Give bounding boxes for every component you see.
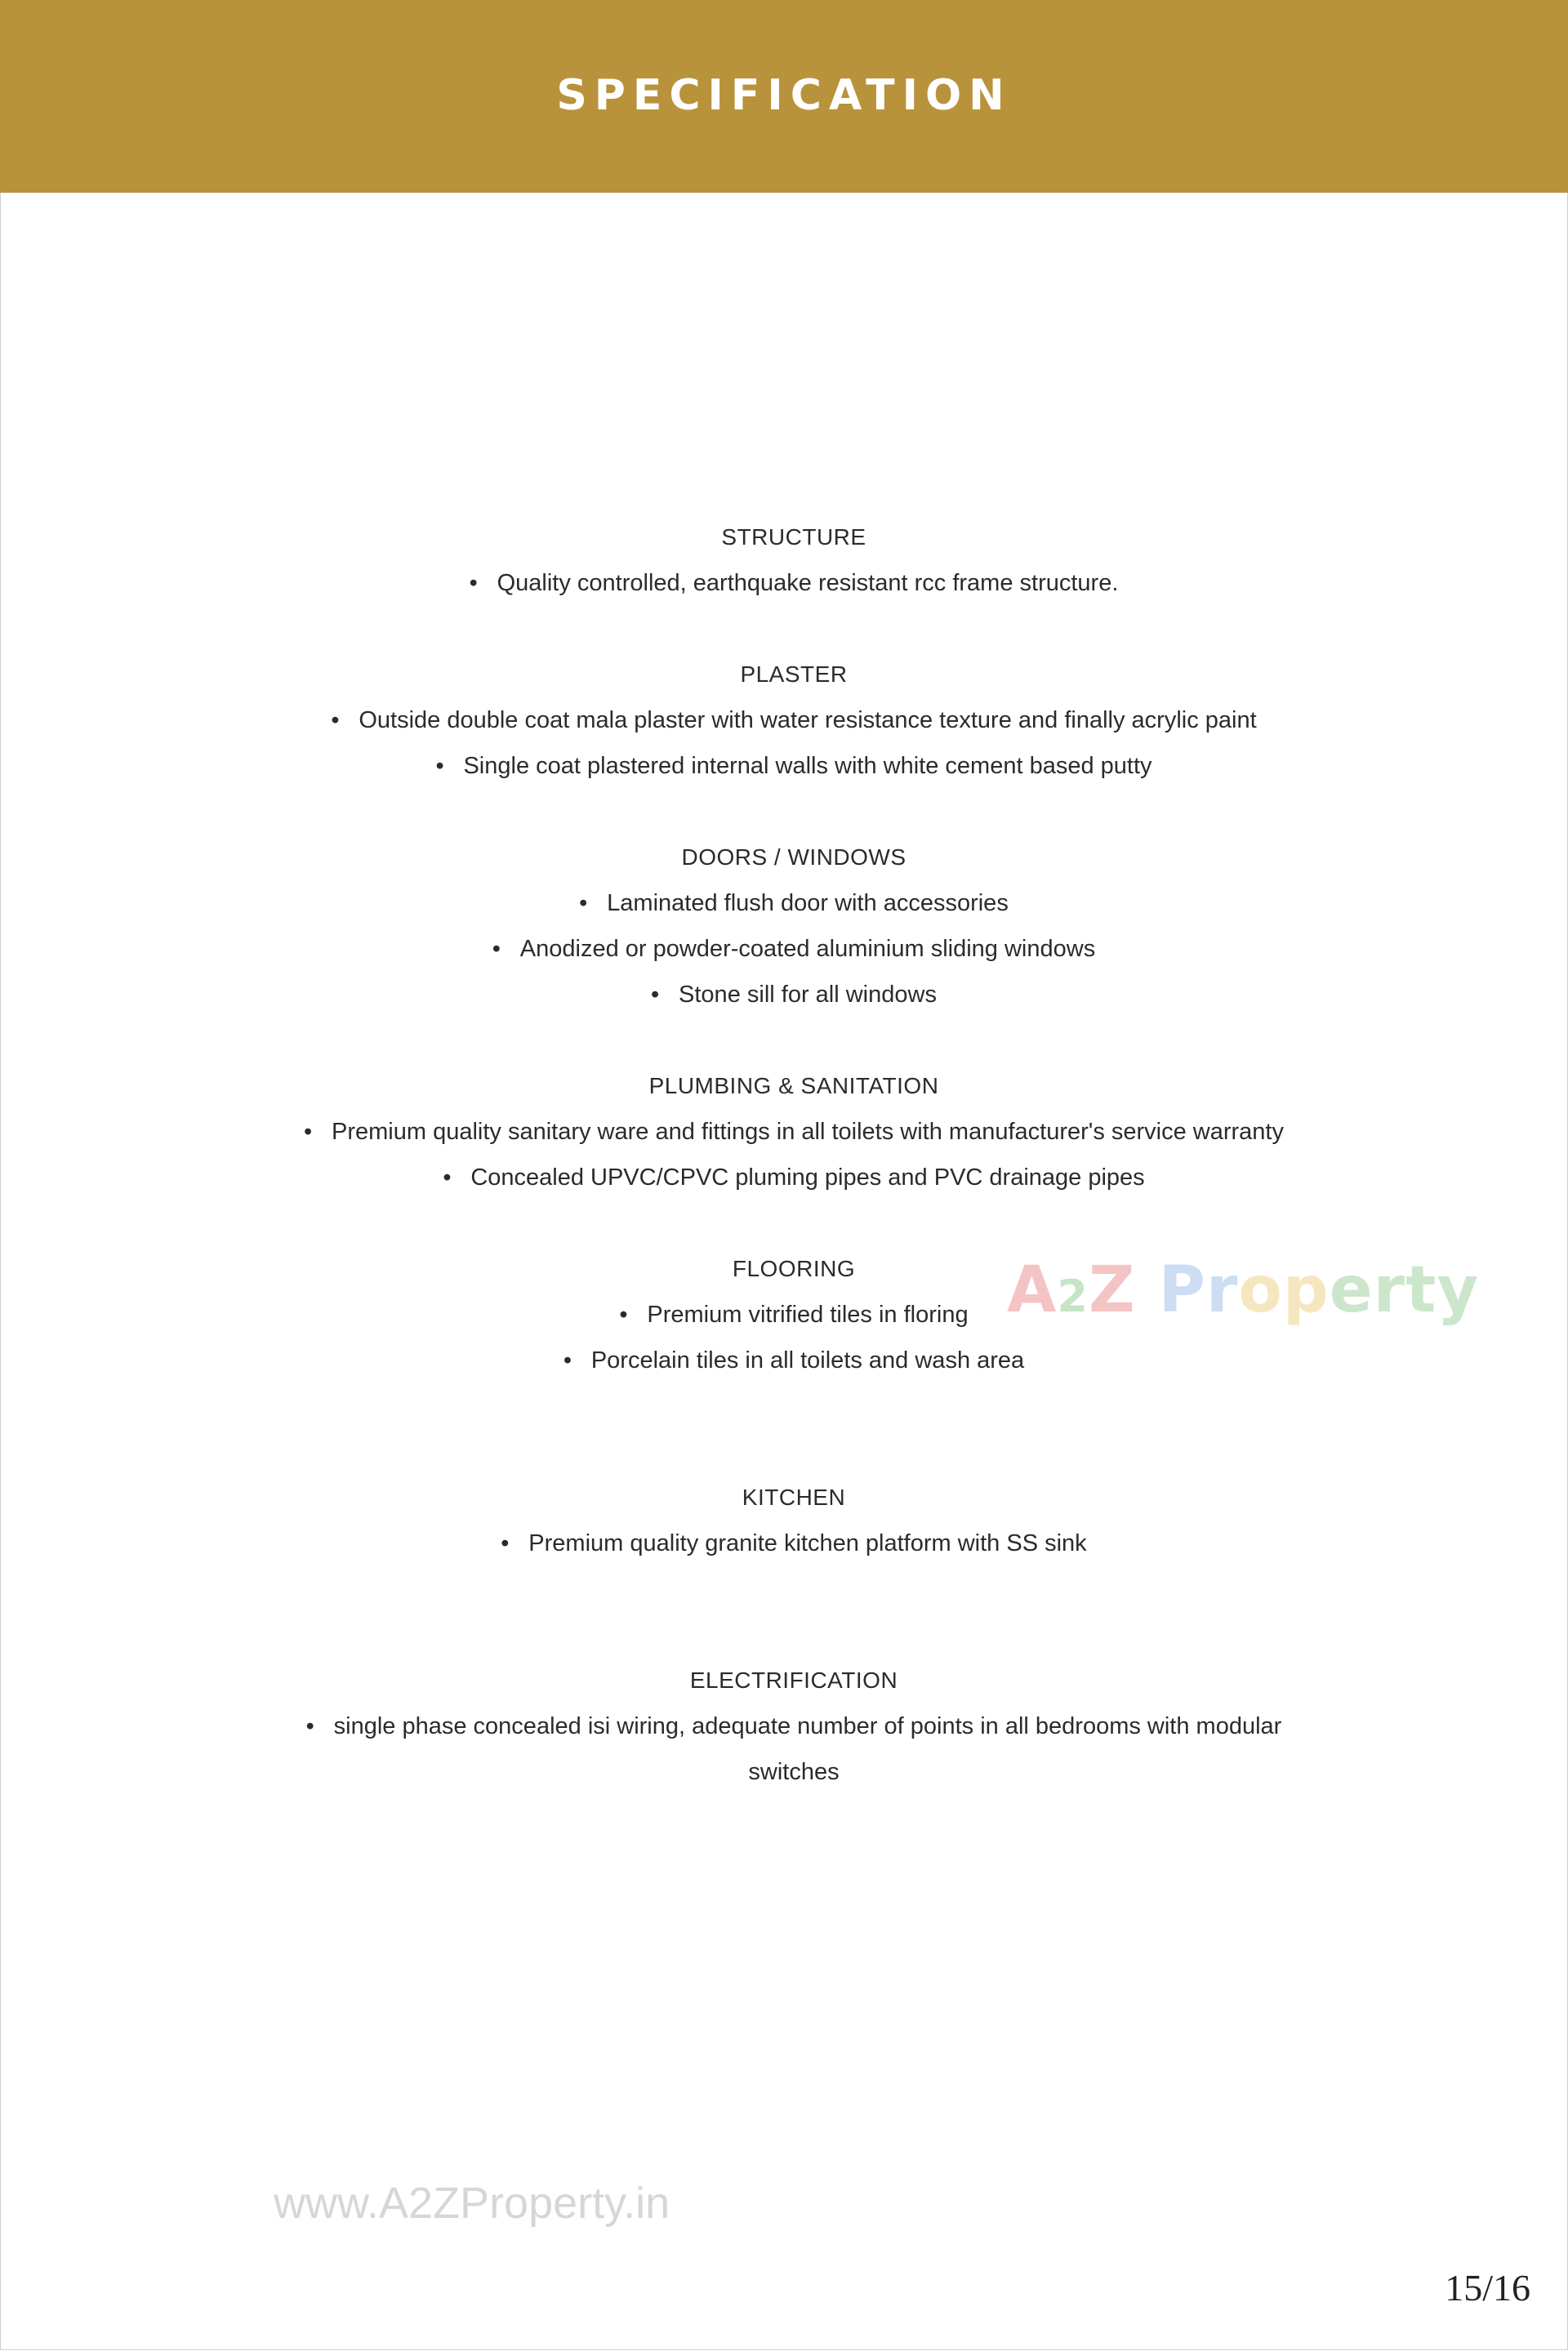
bullet-icon: • [305, 1713, 314, 1739]
list-item [0, 743, 1568, 789]
list-item [0, 697, 1568, 743]
bullet-icon: • [579, 890, 588, 916]
header-banner [0, 0, 1568, 193]
section-heading: DOORS / WINDOWS [681, 844, 906, 870]
section-heading: STRUCTURE [721, 524, 866, 550]
list-item [0, 560, 1568, 606]
section-heading: PLUMBING & SANITATION [648, 1073, 939, 1098]
list-item-text: Outside double coat mala plaster with water resistance texture and finally acrylic paint [359, 707, 1257, 733]
list-item-text: Anodized or powder-coated aluminium sliding windows [519, 936, 1096, 962]
list-item-text: Porcelain tiles in all toilets and wash area [590, 1347, 1025, 1374]
list-item [0, 926, 1568, 972]
section-kitchen [0, 1475, 1568, 1566]
list-item-text: Stone sill for all windows [679, 982, 937, 1008]
list-item [0, 1155, 1568, 1200]
list-item [0, 972, 1568, 1017]
bullet-icon: • [651, 982, 660, 1008]
list-item [0, 880, 1568, 926]
watermark-logo: A2Z Property [1007, 1253, 1480, 1327]
watermark-url: www.A2ZProperty.in [274, 2179, 670, 2228]
list-item-text: Premium quality sanitary ware and fittings in all toilets with manufacturer's service warranty [332, 1119, 1284, 1145]
page-number: 15/16 [1445, 2267, 1530, 2309]
bullet-icon: • [563, 1347, 572, 1374]
list-item-text: Single coat plastered internal walls with white cement based putty [463, 753, 1152, 779]
list-item [0, 1521, 1568, 1566]
page-title: SPECIFICATION [556, 71, 1012, 120]
section-heading: ELECTRIFICATION [689, 1668, 898, 1693]
list-item-text: Premium vitrified tiles in floring [647, 1302, 969, 1328]
list-item-text: Concealed UPVC/CPVC pluming pipes and PVC drainage pipes [470, 1164, 1145, 1191]
list-item-text: Premium quality granite kitchen platform with SS sink [528, 1530, 1087, 1556]
bullet-icon: • [304, 1119, 313, 1145]
list-item [0, 1109, 1568, 1155]
bullet-icon: • [492, 936, 501, 962]
list-item-text: Quality controlled, earthquake resistant rcc frame structure. [497, 570, 1119, 596]
bullet-icon: • [469, 570, 478, 596]
section-plaster [0, 652, 1568, 789]
bullet-icon: • [331, 707, 340, 733]
bullet-icon: • [619, 1302, 628, 1328]
bullet-icon: • [501, 1530, 510, 1556]
section-heading: PLASTER [740, 661, 848, 687]
section-heading: FLOORING [732, 1256, 856, 1281]
section-electrification [0, 1658, 1568, 1795]
section-heading: KITCHEN [742, 1485, 846, 1510]
bullet-icon: • [443, 1164, 452, 1191]
list-item-text: Laminated flush door with accessories [607, 890, 1009, 916]
list-item [0, 1338, 1568, 1383]
section-plumbing-sanitation [0, 1063, 1568, 1200]
section-structure [0, 514, 1568, 606]
list-item-text: single phase concealed isi wiring, adequate number of points in all bedrooms with modular [333, 1713, 1282, 1739]
specification-list [0, 514, 1568, 1795]
list-item [0, 1703, 1568, 1749]
list-item-continuation: switches [748, 1759, 840, 1785]
section-doors-windows [0, 835, 1568, 1017]
bullet-icon: • [435, 753, 444, 779]
